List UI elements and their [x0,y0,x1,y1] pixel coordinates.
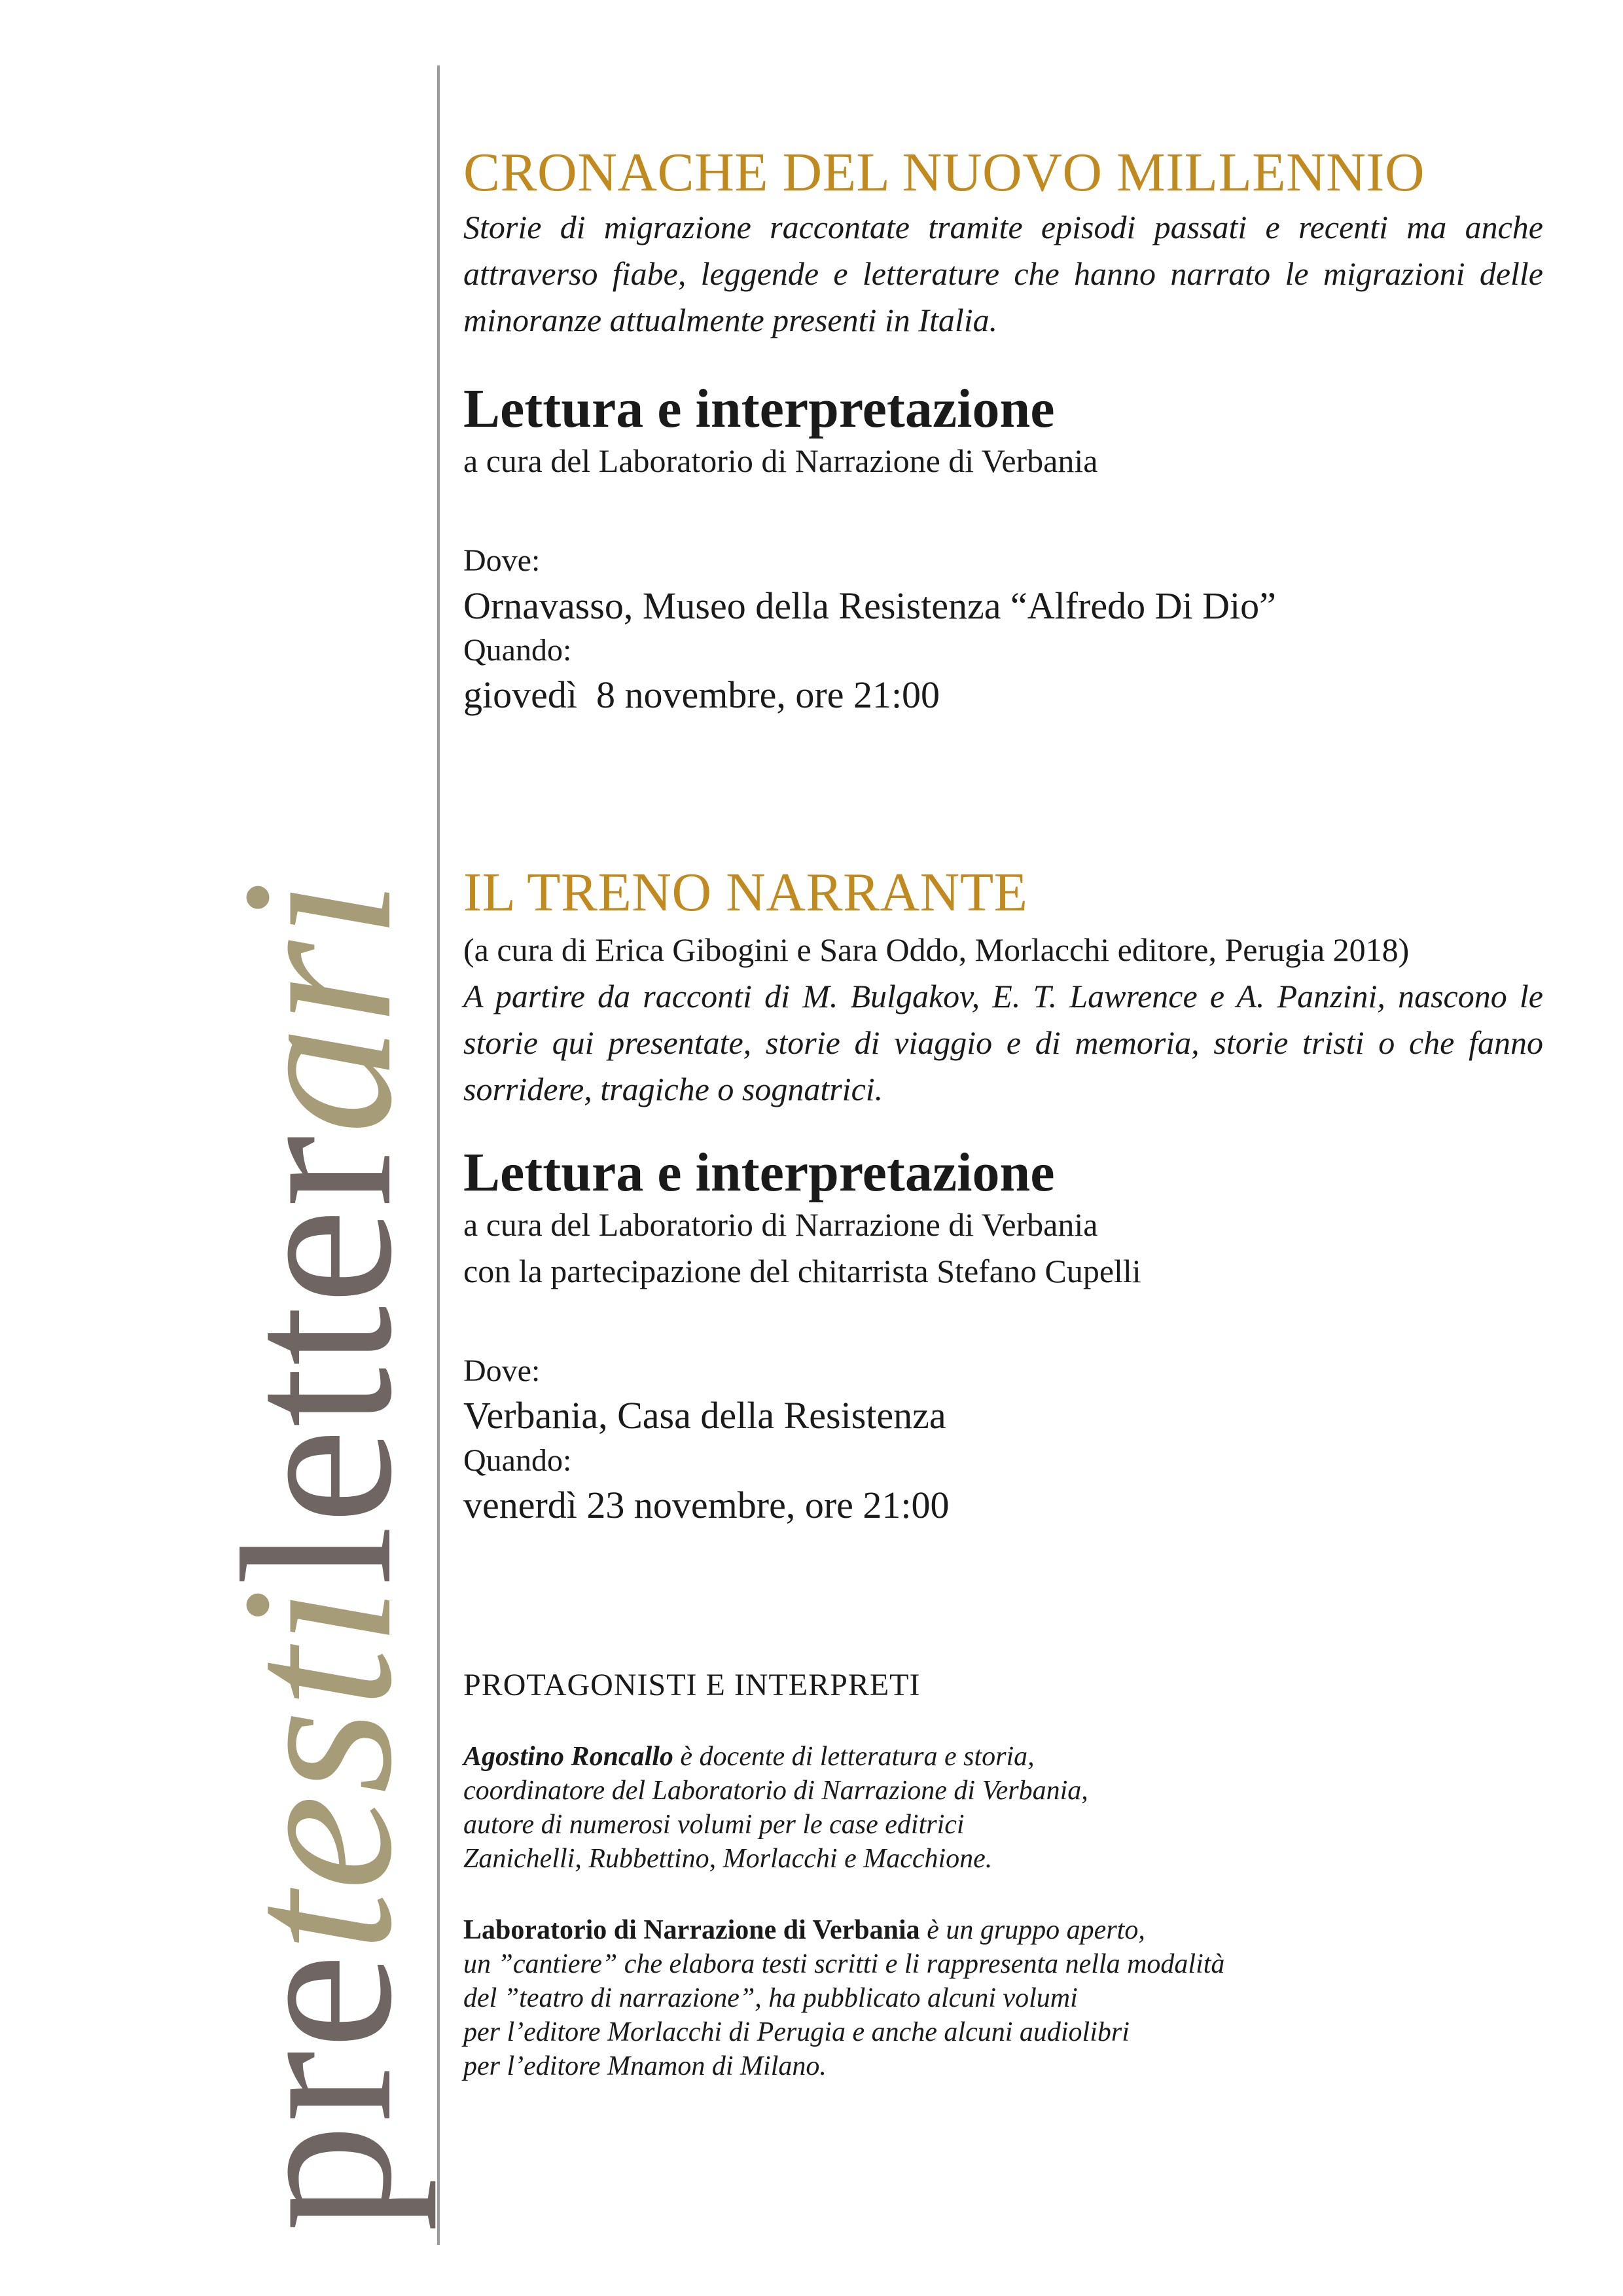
bio-line: per l’editore Morlacchi di Perugia e anche alcuni audiolibri [463,2017,1130,2047]
when-value: giovedì 8 novembre, ore 21:00 [463,673,940,717]
bio-line: per l’editore Mnamon di Milano. [463,2051,827,2081]
when-label: Quando: [463,1443,572,1478]
bio-line: coordinatore del Laboratorio di Narrazione di Verbania, [463,1776,1088,1806]
where-label: Dove: [463,543,541,579]
where-label: Dove: [463,1354,541,1388]
event-section-treno [463,861,1543,1530]
protagonists-section [463,1667,1543,2083]
event-content [463,144,1543,2120]
bio-line: è un gruppo aperto, [919,1914,1145,1945]
bio-line: autore di numerosi volumi per le case editrici [463,1810,965,1840]
bio-line: un ”cantiere” che elabora testi scritti e li rappresenta nella modalità [463,1948,1225,1979]
bio-name: Laboratorio di Narrazione di Verbania [463,1914,920,1945]
bio-laboratorio [463,1913,1543,2083]
curated-by: a cura del Laboratorio di Narrazione di Verbania [463,1206,1098,1243]
bio-roncallo [463,1740,1543,1876]
where-value: Ornavasso, Museo della Resistenza “Alfredo Di Dio” [463,584,1276,627]
brand-part-testi: testi [198,1585,437,1952]
section-description: Storie di migrazione raccontate tramite episodi passati e recenti ma anche attraverso fiabe, leggende e letterature che hanno narrato le migrazioni delle minoranze attualmente presenti in Italia. [463,209,1543,339]
bio-line: è docente di letteratura e storia, [673,1742,1035,1772]
bio-line: del ”teatro di narrazione”, ha pubblicato alcuni volumi [463,1982,1078,2013]
reading-heading: Lettura e interpretazione [463,1141,1055,1203]
curated-by: a cura del Laboratorio di Narrazione di Verbania [463,442,1098,480]
editorial-note: (a cura di Erica Gibogini e Sara Oddo, Morlacchi editore, Perugia 2018) [463,931,1410,968]
bio-name: Agostino Roncallo [463,1742,673,1772]
vertical-divider [437,65,440,2245]
section-title: IL TRENO NARRANTE [463,861,1028,923]
brand-wordmark [198,878,437,2232]
when-label: Quando: [463,633,572,668]
section-title: CRONACHE DEL NUOVO MILLENNIO [463,142,1425,203]
section-description: A partire da racconti di M. Bulgakov, E. T. Lawrence e A. Panzini, nascono le storie qui presentate, storie di viaggio e di memoria, storie tristi o che fanno sorridere, tragiche o sognatrici. [463,977,1543,1107]
where-value: Verbania, Casa della Resistenza [463,1394,946,1437]
brand-part-letter: letter [198,1134,437,1586]
brand-part-ari: ari [198,878,437,1134]
brand-part-pre: pre [198,1952,437,2232]
protagonists-heading: PROTAGONISTI E INTERPRETI [463,1668,921,1703]
reading-heading: Lettura e interpretazione [463,378,1055,440]
event-section-cronache [463,144,1543,720]
participation: con la partecipazione del chitarrista Stefano Cupelli [463,1253,1141,1289]
bio-line: Zanichelli, Rubbettino, Morlacchi e Macchione. [463,1844,993,1874]
when-value: venerdì 23 novembre, ore 21:00 [463,1484,950,1527]
